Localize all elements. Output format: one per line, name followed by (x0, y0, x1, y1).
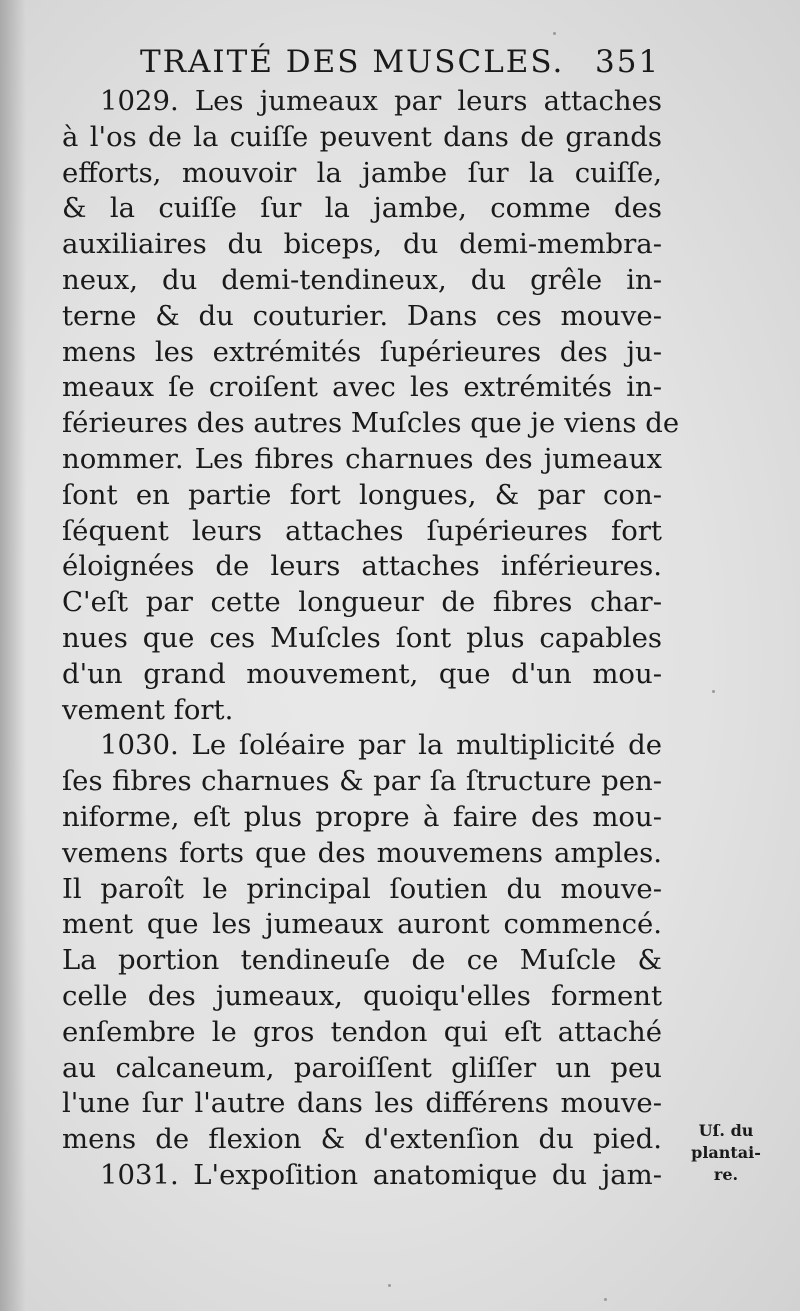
text-line: La portion tendineuſe de ce Muſcle & (62, 944, 662, 977)
page-number: 351 (595, 44, 661, 80)
text-line: 1029. Les jumeaux par leurs attaches (100, 85, 662, 117)
running-title: TRAITÉ DES MUSCLES. (140, 44, 565, 80)
text-line: ſes fibres charnues & par ſa ſtructure pen- (62, 765, 662, 798)
text-line: & la cuiſſe ſur la jambe, comme des (62, 192, 662, 225)
text-line: férieures des autres Muſcles que je viens de (62, 407, 680, 440)
text-line: nues que ces Muſcles ſont plus capables (62, 621, 662, 654)
text-line: mens de flexion & d'extenſion du pied. (62, 1123, 662, 1156)
margin-note-line: plantai- (691, 1143, 761, 1162)
text-line: C'eſt par cette longueur de fibres char- (62, 586, 662, 619)
paper-speck (553, 32, 556, 35)
text-line: auxiliaires du biceps, du demi-membra- (62, 228, 662, 261)
text-line: mens les extrémités ſupérieures des ju- (62, 335, 662, 368)
text-line: vemens forts que des mouvemens amples. (62, 836, 662, 869)
text-line: éloignées de leurs attaches inférieures. (62, 550, 662, 583)
text-line: ſont en partie fort longues, & par con- (62, 478, 662, 511)
margin-note (676, 1120, 776, 1186)
paper-speck (388, 1284, 391, 1287)
text-line: ſéquent leurs attaches ſupérieures fort (62, 514, 662, 547)
paper-speck (712, 690, 715, 693)
text-line: à l'os de la cuiſſe peuvent dans de grands (62, 120, 662, 153)
text-line: meaux ſe croiſent avec les extrémités in- (62, 371, 662, 404)
text-line: d'un grand mouvement, que d'un mou- (62, 657, 662, 690)
text-line: celle des jumeaux, quoiqu'elles forment (62, 979, 662, 1012)
text-line: au calcaneum, paroiſſent gliſſer un peu (62, 1051, 662, 1084)
text-line: 1031. L'expoſition anatomique du jam- (100, 1158, 662, 1191)
text-line: Il paroît le principal ſoutien du mouve- (62, 872, 662, 905)
text-line: neux, du demi-tendineux, du grêle in- (62, 263, 662, 296)
page-gutter-shadow (0, 0, 26, 1311)
body-text (62, 84, 680, 1194)
text-line: vement fort. (62, 693, 234, 726)
text-line: enſembre le gros tendon qui eſt attaché (62, 1015, 662, 1048)
text-line: terne & du couturier. Dans ces mouve- (62, 299, 662, 332)
text-line: efforts, mouvoir la jambe ſur la cuiſſe, (62, 156, 662, 189)
margin-note-line: re. (713, 1165, 739, 1184)
text-line: l'une ſur l'autre dans les différens mouve- (62, 1087, 662, 1120)
text-line: niforme, eſt plus propre à faire des mou- (62, 800, 662, 833)
paper-speck (604, 1298, 607, 1301)
text-line: nommer. Les fibres charnues des jumeaux (62, 442, 662, 475)
running-header (140, 44, 661, 80)
margin-note-line: Uſ. du (698, 1121, 754, 1140)
text-line: ment que les jumeaux auront commencé. (62, 908, 662, 941)
text-line: 1030. Le ſoléaire par la multiplicité de (100, 729, 662, 762)
